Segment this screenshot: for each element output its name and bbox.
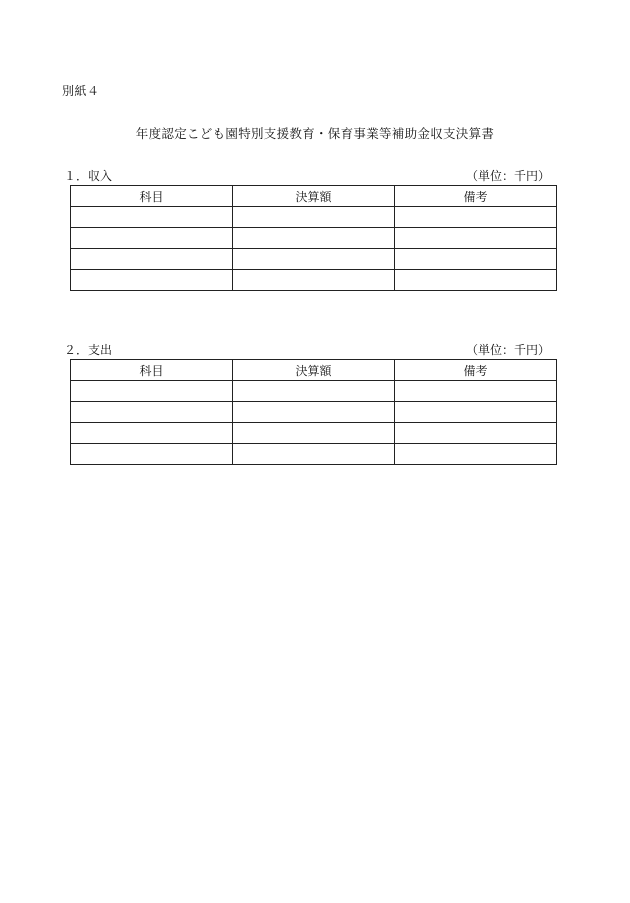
income-column-header-amount: 決算額: [233, 186, 395, 207]
income-remarks-cell: [395, 228, 557, 249]
income-remarks-cell: [395, 270, 557, 291]
expense-section-header: [62, 341, 556, 359]
income-amount-cell: [233, 249, 395, 270]
expense-remarks-cell: [395, 402, 557, 423]
expense-amount-cell: [233, 423, 395, 444]
income-item-cell: [71, 249, 233, 270]
income-table-header-row: [71, 186, 557, 207]
expense-remarks-cell: [395, 444, 557, 465]
table-row: [71, 444, 557, 465]
attachment-label: 別紙４: [62, 84, 100, 98]
expense-section: [62, 341, 556, 378]
expense-item-cell: [71, 444, 233, 465]
income-unit-note: （単位：千円）: [465, 169, 550, 183]
income-remarks-cell: [395, 249, 557, 270]
income-section-header: [62, 167, 556, 185]
expense-heading: ２．支出: [64, 343, 113, 357]
expense-column-header-remarks: 備考: [395, 360, 557, 381]
income-amount-cell: [233, 207, 395, 228]
table-row: [71, 270, 557, 291]
table-row: [71, 228, 557, 249]
income-amount-cell: [233, 228, 395, 249]
income-item-cell: [71, 228, 233, 249]
expense-amount-cell: [233, 444, 395, 465]
expense-remarks-cell: [395, 381, 557, 402]
document-title: 年度認定こども園特別支援教育・保育事業等補助金収支決算書: [135, 126, 495, 141]
income-remarks-cell: [395, 207, 557, 228]
expense-item-cell: [71, 402, 233, 423]
table-row: [71, 423, 557, 444]
table-row: [71, 381, 557, 402]
table-row: [71, 207, 557, 228]
income-column-header-remarks: 備考: [395, 186, 557, 207]
expense-item-cell: [71, 381, 233, 402]
income-item-cell: [71, 207, 233, 228]
income-heading: １．収入: [64, 169, 113, 183]
expense-table-header-row: [71, 360, 557, 381]
table-row: [71, 402, 557, 423]
table-row: [71, 249, 557, 270]
expense-unit-note: （単位：千円）: [465, 343, 550, 357]
expense-column-header-item: 科目: [71, 360, 233, 381]
expense-table: [70, 359, 557, 465]
expense-amount-cell: [233, 402, 395, 423]
income-section: [62, 167, 556, 204]
income-item-cell: [71, 270, 233, 291]
expense-amount-cell: [233, 381, 395, 402]
expense-remarks-cell: [395, 423, 557, 444]
expense-item-cell: [71, 423, 233, 444]
income-table: [70, 185, 557, 291]
expense-column-header-amount: 決算額: [233, 360, 395, 381]
income-column-header-item: 科目: [71, 186, 233, 207]
income-amount-cell: [233, 270, 395, 291]
